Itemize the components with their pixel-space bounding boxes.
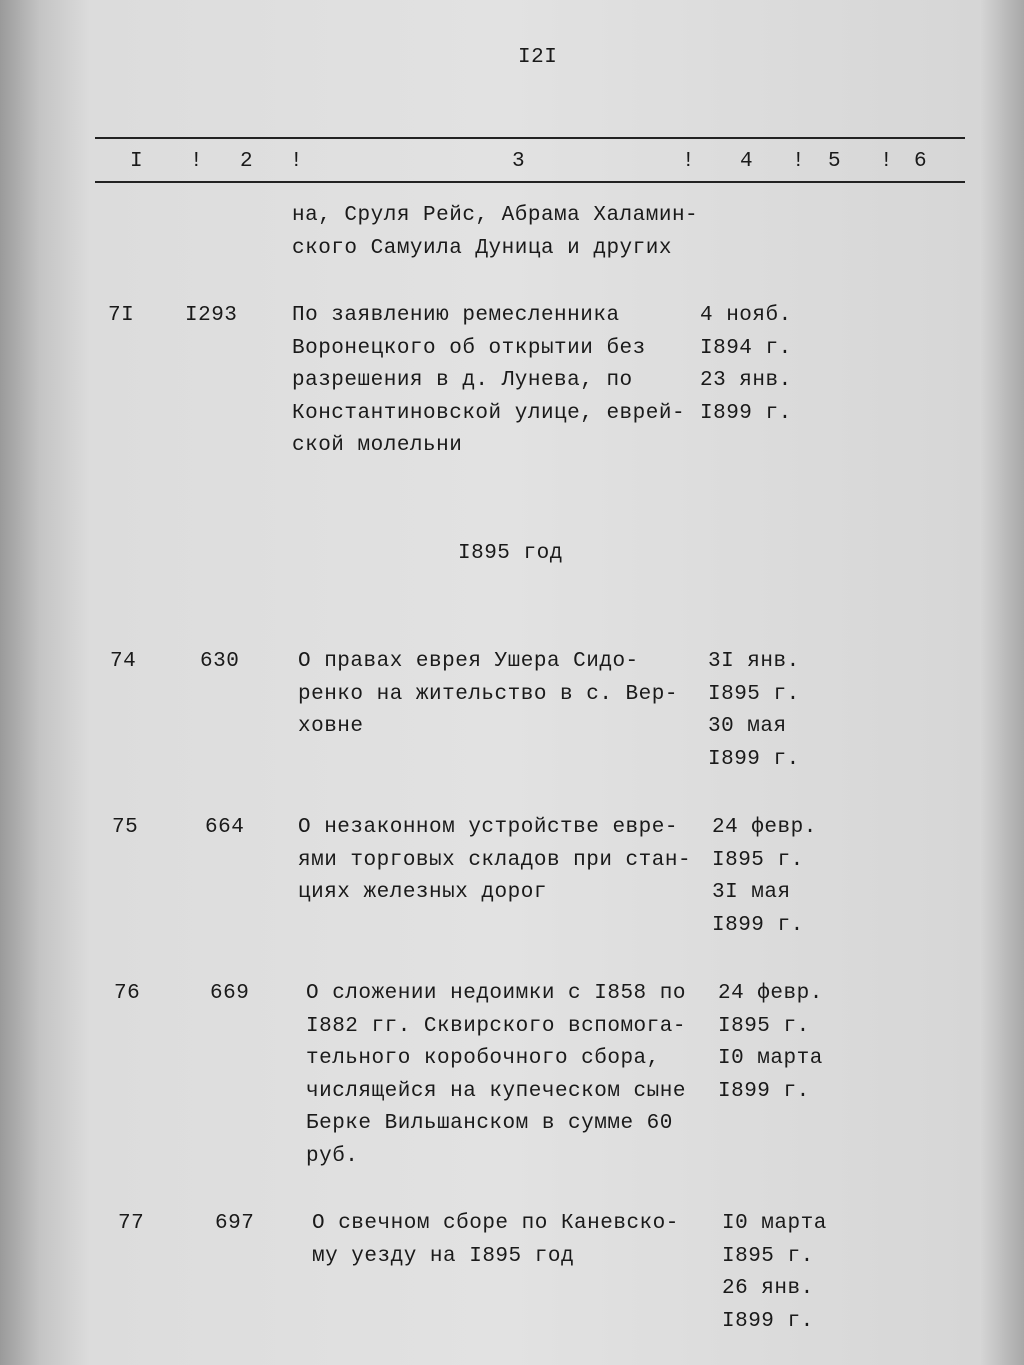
text-line: I899 г. — [712, 913, 804, 937]
text-line: ского Самуила Дуница и других — [292, 236, 672, 260]
text-line: I0 марта — [718, 1047, 823, 1070]
page-number: I2I — [518, 46, 558, 69]
text-line: 3I янв. — [708, 650, 800, 673]
entry-dates — [718, 978, 823, 1108]
text-line: I882 гг. Сквирского вспомога- — [306, 1014, 686, 1038]
col-4: 4 — [740, 150, 754, 173]
text-line: 24 февр. — [712, 816, 817, 839]
col-sep: ! — [290, 150, 304, 173]
year-heading: I895 год — [458, 542, 563, 565]
text-line: ями торговых складов при стан- — [298, 848, 692, 872]
col-sep: ! — [190, 150, 204, 173]
entry-number: 76 — [114, 982, 141, 1005]
header-top-rule — [95, 137, 965, 139]
entry-description — [298, 812, 691, 910]
entry-dates — [722, 1208, 827, 1338]
text-line: I899 г. — [718, 1079, 810, 1103]
col-sep: ! — [792, 150, 806, 173]
file-number: 697 — [215, 1212, 255, 1235]
text-line: 4 нояб. — [700, 304, 792, 327]
col-2: 2 — [240, 150, 254, 173]
text-line: I0 марта — [722, 1212, 827, 1235]
text-line: ской молельни — [292, 434, 463, 457]
entry-number: 77 — [118, 1212, 145, 1235]
col-sep: ! — [682, 150, 696, 173]
col-5: 5 — [828, 150, 842, 173]
text-line: 3I мая — [712, 881, 791, 904]
col-6: 6 — [914, 150, 928, 173]
text-line: I899 г. — [700, 401, 792, 425]
text-line: тельного коробочного сбора, — [306, 1047, 660, 1070]
entry-dates — [700, 300, 792, 430]
text-line: О правах еврея Ушера Сидо- — [298, 650, 639, 673]
text-line: ховне — [298, 715, 364, 738]
text-line: По заявлению ремесленника — [292, 304, 620, 327]
entry-description — [292, 300, 685, 463]
header-bottom-rule — [95, 181, 965, 183]
text-line: О свечном сборе по Каневско- — [312, 1212, 679, 1235]
text-line: I895 г. — [712, 848, 804, 872]
text-line: Константиновской улице, еврей- — [292, 401, 686, 425]
text-line: I895 г. — [722, 1244, 814, 1268]
entry-number: 74 — [110, 650, 137, 673]
entry-description — [306, 978, 686, 1173]
entry-number: 7I — [108, 304, 135, 327]
text-line: циях железных дорог — [298, 881, 547, 904]
text-line: разрешения в д. Лунева, по — [292, 369, 633, 392]
col-1: I — [130, 150, 144, 173]
text-line: I899 г. — [722, 1309, 814, 1333]
file-number: 630 — [200, 650, 240, 673]
text-line: Берке Вильшанском в сумме 60 — [306, 1112, 673, 1135]
text-line: О сложении недоимки с I858 по — [306, 982, 686, 1005]
text-line: О незаконном устройстве евре- — [298, 816, 678, 839]
entry-number: 75 — [112, 816, 139, 839]
text-line: 26 янв. — [722, 1277, 814, 1300]
text-line: I895 г. — [708, 682, 800, 706]
text-line: ренко на жительство в с. Вер- — [298, 682, 678, 706]
continuation-text — [292, 200, 698, 265]
file-number: 669 — [210, 982, 250, 1005]
text-line: 30 мая — [708, 715, 787, 738]
file-number: I293 — [185, 304, 238, 327]
text-line: Воронецкого об открытии без — [292, 336, 646, 360]
entry-dates — [712, 812, 817, 942]
text-line: руб. — [306, 1144, 359, 1168]
text-line: на, Сруля Рейс, Абрама Халамин- — [292, 204, 699, 227]
text-line: I894 г. — [700, 336, 792, 360]
entry-description — [312, 1208, 679, 1273]
col-3: 3 — [512, 150, 526, 173]
entry-dates — [708, 646, 800, 776]
col-sep: ! — [880, 150, 894, 173]
text-line: числящейся на купеческом сыне — [306, 1079, 686, 1103]
text-line: му уезду на I895 год — [312, 1244, 575, 1268]
text-line: I899 г. — [708, 747, 800, 771]
entry-description — [298, 646, 678, 744]
text-line: 24 февр. — [718, 982, 823, 1005]
file-number: 664 — [205, 816, 245, 839]
text-line: I895 г. — [718, 1014, 810, 1038]
text-line: 23 янв. — [700, 369, 792, 392]
